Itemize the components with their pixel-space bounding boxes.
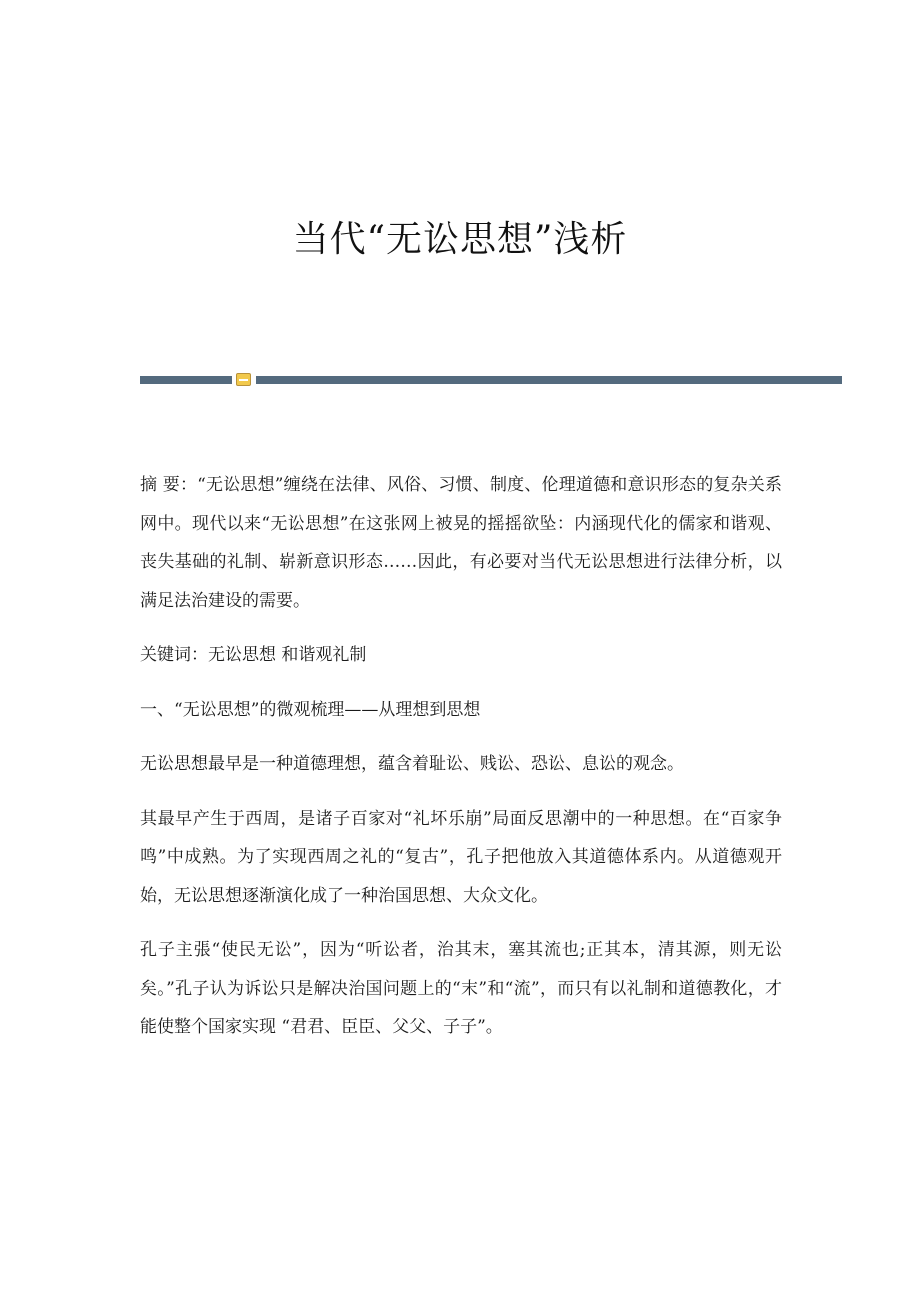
abstract-paragraph: 摘 要：“无讼思想”缠绕在法律、风俗、习惯、制度、伦理道德和意识形态的复杂关系网中。现代以来“无讼思想”在这张网上被晃的摇摇欲坠：内涵现代化的儒家和谐观、丧失基础的礼制、崭新意识形态……因此，有必要对当代无讼思想进行法律分析，以满足法治建设的需要。 [140,475,782,611]
title-divider [140,373,842,387]
divider-bar-left [140,376,232,384]
body-paragraph: 孔子主張“使民无讼”，因为“听讼者，治其末，塞其流也;正其本，清其源，则无讼矣。”孔子认为诉讼只是解决治国问题上的“末”和“流”，而只有以礼制和道德教化，才能使整个国家实现 “君君、臣臣、父父、子子”。 [140,940,782,1037]
body-paragraph: 其最早产生于西周，是诸子百家对“礼坏乐崩”局面反思潮中的一种思想。在“百家争鸣”中成熟。为了实现西周之礼的“复古”，孔子把他放入其道德体系内。从道德观开始，无讼思想逐渐演化成了一种治国思想、大众文化。 [140,808,782,906]
document-title: 当代“无讼思想”浅析 [292,219,628,260]
divider-bar-right [256,376,842,384]
document-body [140,466,782,1063]
section-heading: 一、“无讼思想”的微观梳理——从理想到思想 [140,699,481,720]
body-paragraph: 无讼思想最早是一种道德理想，蕴含着耻讼、贱讼、恐讼、息讼的观念。 [140,754,684,774]
keywords-line: 关键词：无讼思想 和谐观礼制 [140,645,367,665]
divider-ornament-icon [236,373,251,386]
